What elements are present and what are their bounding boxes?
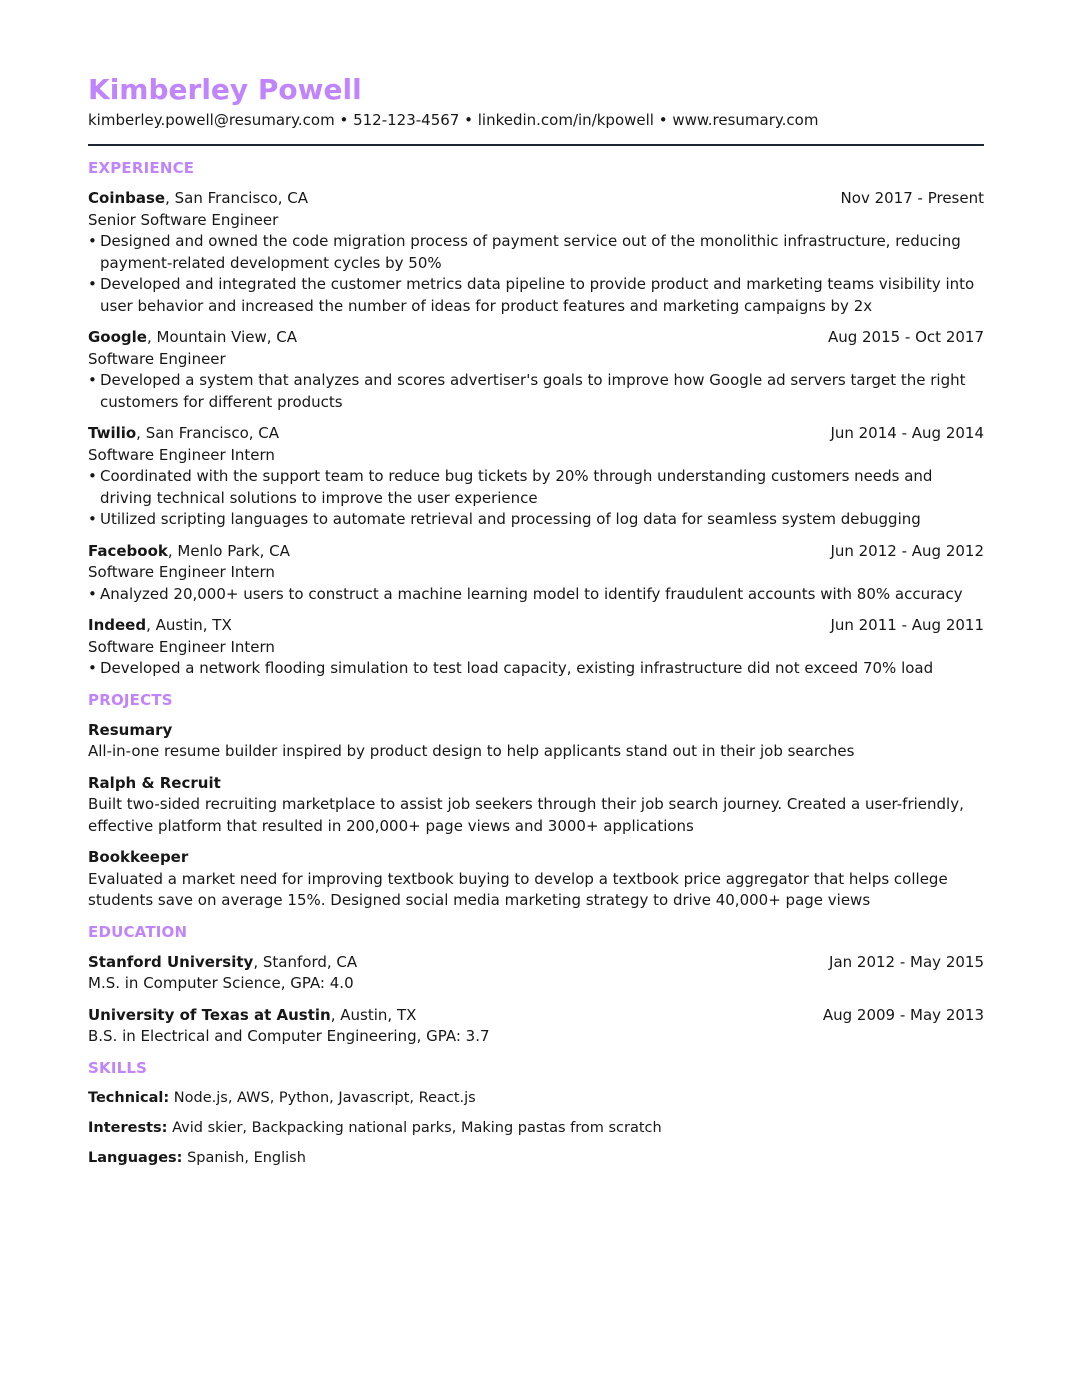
job-title: Software Engineer Intern <box>88 637 275 656</box>
bullet-list <box>88 658 984 680</box>
experience-company-line <box>88 615 232 637</box>
company-location: , Menlo Park, CA <box>167 541 290 560</box>
experience-dates: Jun 2012 - Aug 2012 <box>830 541 984 560</box>
experience-company-line <box>88 188 308 210</box>
project-name: Bookkeeper <box>88 848 189 866</box>
job-title: Software Engineer <box>88 349 226 368</box>
skill-line-technical <box>88 1088 984 1108</box>
projects-heading: PROJECTS <box>88 690 173 709</box>
degree: M.S. in Computer Science, GPA: 4.0 <box>88 974 354 992</box>
experience-company-line <box>88 423 279 445</box>
experience-entry-google <box>88 327 984 413</box>
degree: B.S. in Electrical and Computer Engineering, GPA: 3.7 <box>88 1027 490 1045</box>
bullet-item: • Developed a network flooding simulation to test load capacity, existing infrastructure did not exceed 70% load <box>88 659 934 677</box>
skill-value: Node.js, AWS, Python, Javascript, React.js <box>169 1089 476 1106</box>
education-dates: Jan 2012 - May 2015 <box>829 952 984 971</box>
job-title: Senior Software Engineer <box>88 210 279 229</box>
experience-dates: Jun 2014 - Aug 2014 <box>830 424 984 442</box>
bullet-item: • Developed a system that analyzes and scores advertiser's goals to improve how Google ad servers target the right customers for different products <box>88 371 966 411</box>
experience-entry-facebook <box>88 541 984 606</box>
project-description: Evaluated a market need for improving textbook buying to develop a textbook price aggregator that helps college students save on average 15%. Designed social media marketing strategy to drive 40,000+ page views <box>88 869 948 909</box>
skill-value: Spanish, English <box>182 1149 306 1166</box>
job-title: Software Engineer Intern <box>88 445 275 464</box>
experience-section <box>88 158 984 680</box>
experience-company-line <box>88 541 290 563</box>
company-name: Twilio <box>88 424 137 442</box>
bullet-list <box>88 584 984 606</box>
education-section <box>88 922 984 1048</box>
project-description: Built two-sided recruiting marketplace to assist job seekers through their job search journey. Created a user-friendly, effective platform that resulted in 200,000+ page views and 3000+ applications <box>88 795 964 835</box>
project-entry <box>88 720 984 763</box>
skill-label: Interests: <box>88 1119 168 1136</box>
school-name: Stanford University <box>88 952 254 971</box>
project-entry <box>88 773 984 838</box>
company-name: Facebook <box>88 541 168 560</box>
bullet-list <box>88 231 984 317</box>
company-location: , Austin, TX <box>146 616 232 634</box>
education-school-line <box>88 1005 416 1027</box>
project-description: All-in-one resume builder inspired by product design to help applicants stand out in their job searches <box>88 742 855 760</box>
skills-heading: SKILLS <box>88 1058 148 1077</box>
project-name: Ralph & Recruit <box>88 773 221 792</box>
bullet-list <box>88 466 984 531</box>
header-divider <box>88 144 984 146</box>
education-dates: Aug 2009 - May 2013 <box>822 1005 984 1024</box>
projects-section <box>88 690 984 912</box>
bullet-item: • Developed and integrated the customer metrics data pipeline to provide product and marketing teams visibility into user behavior and increased the number of ideas for product features and marketing campaigns by 2x <box>88 275 975 315</box>
bullet-list <box>88 370 984 413</box>
skill-value: Avid skier, Backpacking national parks, Making pastas from scratch <box>167 1119 662 1136</box>
experience-entry-twilio <box>88 423 984 531</box>
bullet-item: • Coordinated with the support team to reduce bug tickets by 20% through understanding customers needs and driving technical solutions to improve the user experience <box>88 467 933 507</box>
company-name: Google <box>88 328 147 346</box>
company-location: , San Francisco, CA <box>165 189 308 207</box>
bullet-item: • Analyzed 20,000+ users to construct a machine learning model to identify fraudulent accounts with 80% accuracy <box>88 584 963 603</box>
school-location: , Austin, TX <box>330 1005 417 1024</box>
skill-label: Technical: <box>88 1089 170 1106</box>
experience-dates: Nov 2017 - Present <box>840 189 984 207</box>
skill-label: Languages: <box>88 1149 183 1166</box>
skills-section <box>88 1058 984 1168</box>
job-title: Software Engineer Intern <box>88 563 275 581</box>
skill-line-interests <box>88 1118 984 1138</box>
experience-entry-indeed <box>88 615 984 680</box>
bullet-item: • Designed and owned the code migration process of payment service out of the monolithic infrastructure, reducing payment-related development cycles by 50% <box>88 232 961 272</box>
experience-heading: EXPERIENCE <box>88 159 195 177</box>
education-heading: EDUCATION <box>88 922 188 941</box>
company-location: , San Francisco, CA <box>136 424 280 442</box>
resume-page <box>88 70 984 1178</box>
school-location: , Stanford, CA <box>253 952 358 971</box>
experience-dates: Aug 2015 - Oct 2017 <box>827 328 984 346</box>
company-name: Coinbase <box>88 189 166 207</box>
company-name: Indeed <box>88 616 147 634</box>
experience-entry-coinbase <box>88 188 984 317</box>
company-location: , Mountain View, CA <box>146 328 298 346</box>
education-school-line <box>88 952 357 974</box>
education-entry <box>88 1005 984 1048</box>
bullet-item: • Utilized scripting languages to automate retrieval and processing of log data for seamless system debugging <box>88 510 921 528</box>
experience-company-line <box>88 327 297 349</box>
school-name: University of Texas at Austin <box>88 1005 331 1024</box>
project-name: Resumary <box>88 720 173 739</box>
candidate-name: Kimberley Powell <box>88 73 362 106</box>
contact-line: kimberley.powell@resumary.com • 512-123-4567 • linkedin.com/in/kpowell • www.resumary.com <box>88 111 819 129</box>
education-entry <box>88 952 984 995</box>
experience-dates: Jun 2011 - Aug 2011 <box>830 616 984 634</box>
project-entry <box>88 847 984 912</box>
skill-line-languages <box>88 1148 984 1168</box>
